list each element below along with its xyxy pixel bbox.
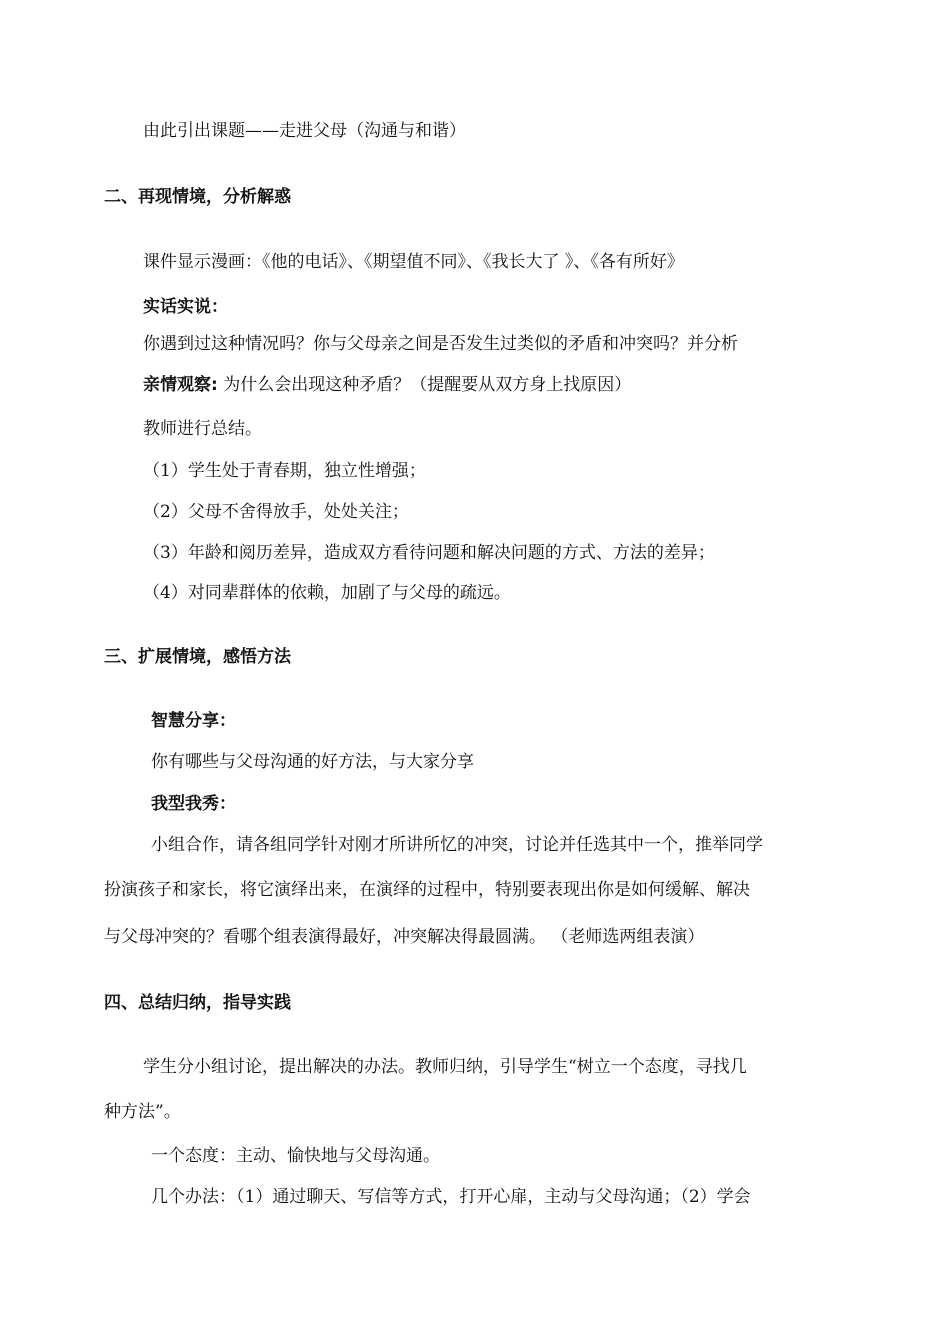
show-line: 与父母冲突的？看哪个组表演得最好，冲突解决得最圆满。 （老师选两组表演） bbox=[104, 927, 705, 947]
section-3-heading: 三、扩展情境，感悟方法 bbox=[104, 647, 291, 667]
observe-line bbox=[143, 374, 631, 396]
section-4-heading: 四、总结归纳，指导实践 bbox=[104, 993, 291, 1013]
show-line: 扮演孩子和家长，将它演绎出来，在演绎的过程中，特别要表现出你是如何缓解、解决 bbox=[104, 880, 750, 900]
summary-line: 教师进行总结。 bbox=[143, 419, 262, 439]
methods-line: 几个办法：（1）通过聊天、写信等方式，打开心扉，主动与父母沟通；（2）学会 bbox=[151, 1187, 751, 1207]
show-line: 小组合作，请各组同学针对刚才所讲所忆的冲突，讨论并任选其中一个，推举同学 bbox=[151, 835, 763, 855]
reason-item: （2）父母不舍得放手，处处关注； bbox=[143, 502, 409, 522]
observe-label: 亲情观察: bbox=[143, 375, 218, 395]
show-label: 我型我秀： bbox=[151, 794, 236, 814]
intro-line: 由此引出课题——走进父母（沟通与和谐） bbox=[143, 121, 466, 141]
comics-line: 课件显示漫画：《他的电话》、《期望值不同》、《我长大了 》、《各有所好》 bbox=[143, 252, 684, 272]
observe-text: 为什么会出现这种矛盾？（提醒要从双方身上找原因） bbox=[217, 375, 632, 395]
talk-label: 实话实说： bbox=[143, 297, 228, 317]
talk-text: 你遇到过这种情况吗？你与父母亲之间是否发生过类似的矛盾和冲突吗？并分析 bbox=[143, 334, 738, 354]
attitude-line: 一个态度：主动、愉快地与父母沟通。 bbox=[151, 1146, 440, 1166]
share-text: 你有哪些与父母沟通的好方法，与大家分享 bbox=[151, 752, 474, 772]
reason-item: （3）年龄和阅历差异，造成双方看待问题和解决问题的方式、方法的差异； bbox=[143, 543, 715, 563]
discuss-line: 学生分小组讨论，提出解决的办法。教师归纳，引导学生“树立一个态度，寻找几 bbox=[143, 1057, 747, 1077]
reason-item: （1）学生处于青春期，独立性增强； bbox=[143, 461, 426, 481]
reason-item: （4）对同辈群体的依赖，加剧了与父母的疏远。 bbox=[143, 583, 511, 603]
share-label: 智慧分享： bbox=[151, 711, 236, 731]
discuss-line: 种方法”。 bbox=[104, 1102, 181, 1122]
section-2-heading: 二、再现情境，分析解惑 bbox=[104, 187, 291, 207]
